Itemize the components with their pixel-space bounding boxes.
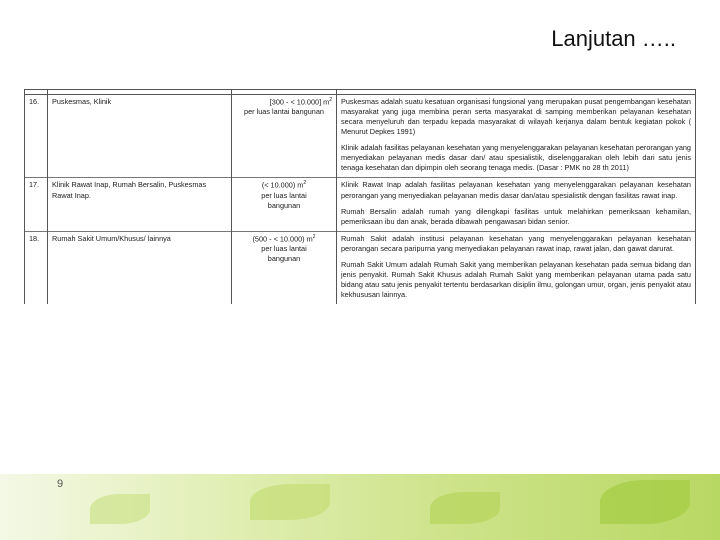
row-number: 18.	[25, 231, 48, 304]
leaf-decoration	[250, 484, 330, 520]
leaf-decoration	[600, 480, 690, 524]
definition-cell	[337, 95, 696, 178]
table-row	[25, 95, 696, 178]
area-cell	[232, 95, 337, 178]
table-row	[25, 231, 696, 304]
definition-paragraph: Rumah Sakit adalah institusi pelayanan kesehatan yang menyelenggarakan pelayanan kesehatan perorangan secara paripurna yang menyediakan pelayanan rawat inap, rawat jalan, dan gawat darurat.	[341, 233, 691, 253]
definition-paragraph: Klinik Rawat Inap adalah fasilitas pelayanan kesehatan yang menyelenggarakan pelayanan kesehatan perorangan yang menyediakan pelayanan medis dasar dan/atau spesialistik dengan fasilitas rawat inap.	[341, 180, 691, 200]
area-note: per luas lantai	[261, 244, 307, 254]
row-number: 17.	[25, 178, 48, 231]
facility-name: Klinik Rawat Inap, Rumah Bersalin, Puskesmas Rawat Inap.	[48, 178, 232, 231]
area-range: [300 - < 10.000] m	[269, 97, 330, 107]
area-unit-sup: 2	[312, 233, 316, 240]
area-range: (500 - < 10.000) m	[252, 234, 313, 244]
leaf-decoration	[90, 494, 150, 524]
area-note: per luas lantai	[261, 190, 307, 200]
definition-paragraph: Puskesmas adalah suatu kesatuan organisasi fungsional yang merupakan pusat pengembangan kesehatan masyarakat yang juga membina peran serta masyarakat di samping memberikan pelayanan kesehatan secara menyeluruh dan terpadu kepada masyarakat di wilayah kerjanya dalam bentuk kegiatan pokok ( Menurut Depkes 1991)	[341, 97, 691, 137]
definition-cell	[337, 178, 696, 231]
footer-leaf-background	[0, 474, 720, 540]
definition-paragraph: Rumah Sakit Umum adalah Rumah Sakit yang memberikan pelayanan kesehatan pada semua bidang dan jenis penyakit. Rumah Sakit Khusus adalah Rumah Sakit yang memberikan pelayanan utama pada satu bidang atau satu jenis penyakit tertentu berdasarkan disiplin ilmu, golongan umur, organ, jenis penyakit atau kekhususan lainnya.	[341, 259, 691, 299]
definition-paragraph: Klinik adalah fasilitas pelayanan kesehatan yang menyelenggarakan pelayanan kesehatan perorangan yang menyediakan pelayanan medis dasar dan/ atau spesialistik, diselenggarakan oleh lebih dari satu jenis tenaga kesehatan dan dipimpin oleh seorang tenaga medis. (Dasar : PMK no 28 th 2011)	[341, 143, 691, 173]
area-note-2: bangunan	[267, 200, 301, 210]
area-note-2: bangunan	[267, 254, 301, 264]
area-range: (< 10.000) m	[261, 180, 304, 190]
page-number: 9	[57, 478, 64, 490]
definition-cell	[337, 231, 696, 304]
facility-name: Puskesmas, Klinik	[48, 95, 232, 178]
area-unit-sup: 2	[303, 180, 307, 187]
area-cell	[232, 231, 337, 304]
area-unit-sup: 2	[329, 97, 332, 103]
area-cell	[232, 178, 337, 231]
definition-paragraph: Rumah Bersalin adalah rumah yang dilengkapi fasilitas untuk melahirkan pemeriksaan kehamilan, pemeriksaan ibu dan anak, berada dibawah pengawasan bidan senior.	[341, 206, 691, 226]
regulation-table-container	[24, 89, 696, 483]
leaf-decoration	[430, 492, 500, 524]
table-row	[25, 178, 696, 231]
facility-name: Rumah Sakit Umum/Khusus/ lainnya	[48, 231, 232, 304]
regulation-table	[24, 89, 696, 304]
row-number: 16.	[25, 95, 48, 178]
slide-title: Lanjutan …..	[551, 26, 676, 51]
area-note: per luas lantai bangunan	[244, 107, 324, 117]
